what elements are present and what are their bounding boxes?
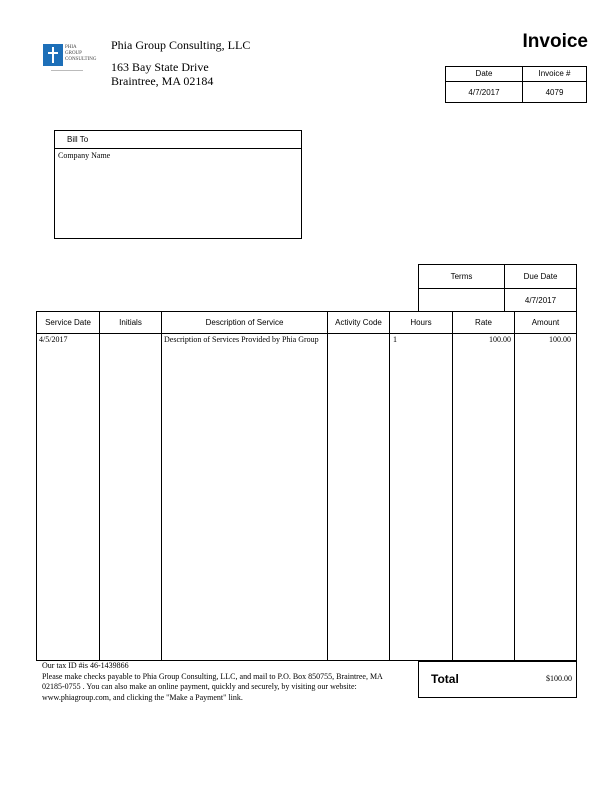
terms-box [418,264,577,311]
tax-id: Our tax ID #is 46-1439866 [42,661,129,670]
total-box [418,661,577,698]
row-description: Description of Services Provided by Phia Group [164,335,319,344]
invoice-title: Invoice [522,31,588,52]
date-label: Date [446,67,522,82]
total-label: Total [431,672,459,686]
payment-instructions: Please make checks payable to Phia Group Consulting, LLC, and mail to P.O. Box 850755, Braintree, MA 02185-0755 . You can also make an online payment, quickly and securely, by visiting our website: www.phiagroup.com, and clicking the "Make a Payment" link. [42,671,383,702]
column-header-service-date: Service Date [45,318,91,327]
invoice-number-label: Invoice # [523,67,586,82]
date-value: 4/7/2017 [468,88,500,97]
company-name: Phia Group Consulting, LLC [111,38,251,52]
due-date-value: 4/7/2017 [524,296,557,305]
column-header-amount: Amount [531,318,560,327]
row-rate: 100.00 [489,335,511,344]
payment-note [42,661,392,703]
row-hours: 1 [393,335,397,344]
invoice-meta-box [445,66,587,103]
company-logo [43,44,103,74]
company-address-line1: 163 Bay State Drive [111,60,209,74]
company-address-line2: Braintree, MA 02184 [111,74,214,88]
line-items-table [36,311,577,661]
logo-cross-icon [43,44,63,66]
row-amount: 100.00 [549,335,571,344]
due-date-label: Due Date [505,265,576,289]
bill-to-box [54,130,302,239]
column-header-hours: Hours [410,318,432,327]
column-header-description: Description of Service [205,318,284,327]
bill-to-label: Bill To [55,131,301,149]
total-value: $100.00 [546,674,572,683]
column-header-rate: Rate [475,318,492,327]
terms-label: Terms [419,265,504,289]
invoice-number-value: 4079 [545,88,564,97]
row-service-date: 4/5/2017 [39,335,68,344]
column-header-activity-code: Activity Code [335,318,382,327]
column-header-initials: Initials [119,318,142,327]
logo-wordmark: PHIA GROUP CONSULTING [65,45,97,62]
bill-to-value: Company Name [58,151,111,160]
